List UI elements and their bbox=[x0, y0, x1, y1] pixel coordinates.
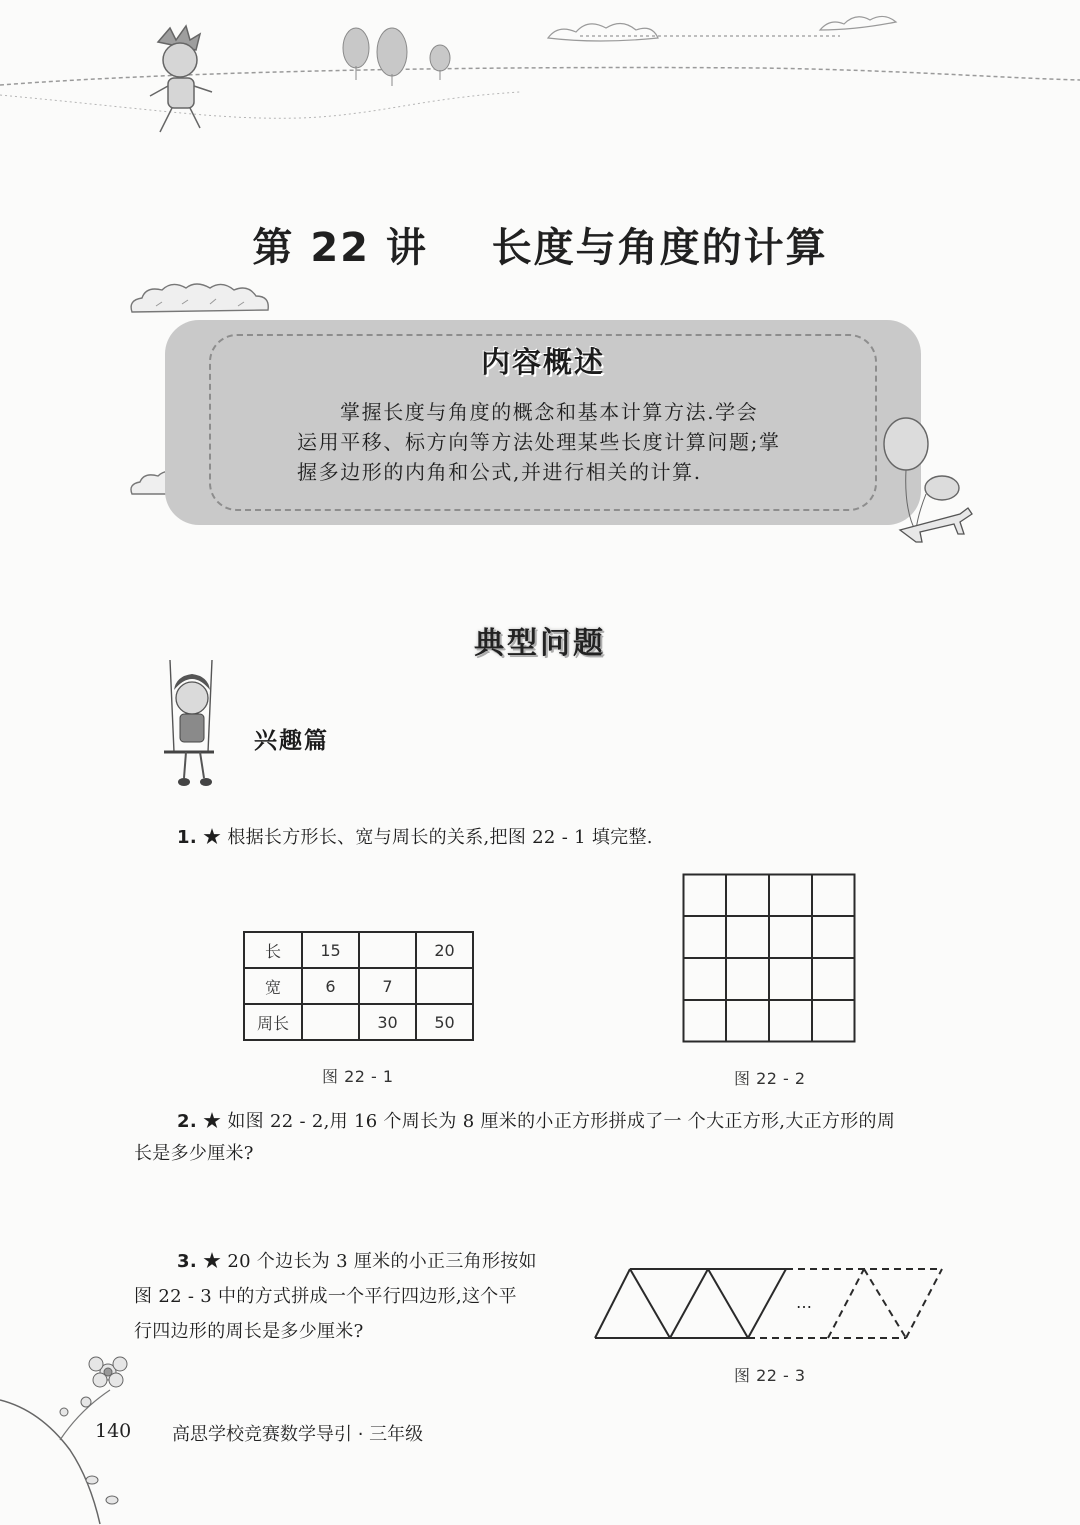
summary-line: 握多边形的内角和公式,并进行相关的计算. bbox=[297, 460, 702, 484]
problem-1 bbox=[177, 826, 653, 850]
table-cell: 50 bbox=[416, 1004, 473, 1040]
figure-22-2-grid bbox=[682, 873, 856, 1043]
problem-number: 1. bbox=[177, 827, 197, 848]
figure-caption: 图 22 - 2 bbox=[734, 1069, 806, 1088]
table-row-header: 周长 bbox=[244, 1004, 302, 1040]
balloon-dog-decoration bbox=[860, 410, 980, 550]
problem-text: ★ 20 个边长为 3 厘米的小正三角形按如 bbox=[203, 1251, 537, 1272]
table-cell: 6 bbox=[302, 968, 359, 1004]
header-illustration bbox=[0, 0, 1080, 170]
problem-number: 2. bbox=[177, 1111, 197, 1132]
problem-text: ★ 根据长方形长、宽与周长的关系,把图 22 - 1 填完整. bbox=[203, 827, 653, 848]
hill-ground bbox=[0, 68, 1080, 119]
figure-ellipsis: … bbox=[796, 1293, 812, 1312]
problem-text: 行四边形的周长是多少厘米? bbox=[134, 1321, 364, 1342]
summary-line: 掌握长度与角度的概念和基本计算方法.学会 bbox=[340, 400, 759, 424]
table-cell: 20 bbox=[416, 932, 473, 968]
figure-caption: 图 22 - 3 bbox=[734, 1366, 806, 1385]
book-title: 高思学校竞赛数学导引 · 三年级 bbox=[172, 1424, 424, 1445]
table-row-header: 长 bbox=[244, 932, 302, 968]
table-22-1 bbox=[243, 931, 474, 1041]
table-row bbox=[244, 968, 473, 1004]
boy-figure bbox=[150, 26, 212, 132]
figure-caption: 图 22 - 1 bbox=[322, 1067, 394, 1086]
summary-line: 运用平移、标方向等方法处理某些长度计算问题;掌 bbox=[297, 430, 781, 454]
problem-2 bbox=[177, 1110, 895, 1134]
table-cell bbox=[302, 1004, 359, 1040]
lecture-title: 第 22 讲 长度与角度的计算 bbox=[252, 225, 828, 271]
table-cell: 30 bbox=[359, 1004, 416, 1040]
problem-text: 长是多少厘米? bbox=[134, 1143, 254, 1164]
figure-22-3-triangles bbox=[590, 1264, 950, 1344]
page-number: 140 bbox=[95, 1420, 132, 1442]
problem-3 bbox=[177, 1250, 537, 1274]
table-cell bbox=[359, 932, 416, 968]
clouds-top bbox=[548, 16, 896, 41]
problem-text: 图 22 - 3 中的方式拼成一个平行四边形,这个平 bbox=[134, 1286, 517, 1307]
table-row bbox=[244, 1004, 473, 1040]
table-cell: 15 bbox=[302, 932, 359, 968]
cloud-decoration bbox=[126, 282, 306, 322]
table-row-header: 宽 bbox=[244, 968, 302, 1004]
girl-swing-decoration bbox=[152, 660, 232, 790]
problem-number: 3. bbox=[177, 1251, 197, 1272]
summary-heading: 内容概述 bbox=[480, 345, 605, 379]
table-cell bbox=[416, 968, 473, 1004]
problem-text: ★ 如图 22 - 2,用 16 个周长为 8 厘米的小正方形拼成了一 个大正方形,大正方形的周 bbox=[203, 1111, 896, 1132]
section-heading: 典型问题 bbox=[474, 626, 606, 661]
trees bbox=[343, 28, 450, 86]
table-cell: 7 bbox=[359, 968, 416, 1004]
table-row bbox=[244, 932, 473, 968]
subsection-title: 兴趣篇 bbox=[254, 728, 329, 754]
